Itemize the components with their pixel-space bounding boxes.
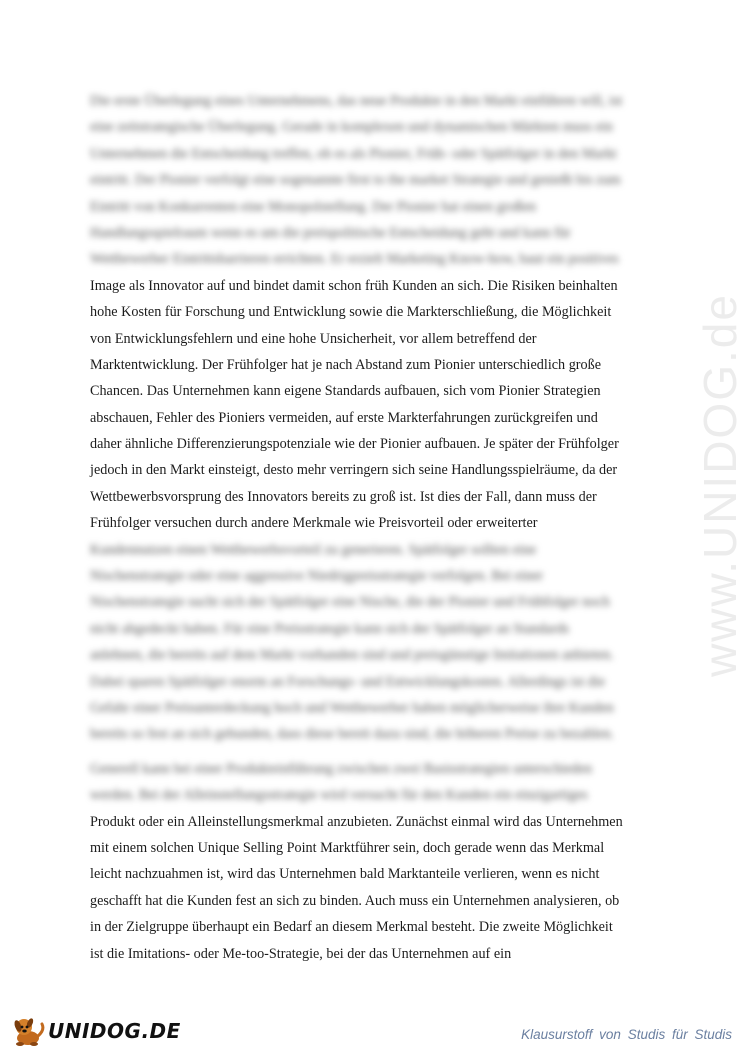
blurred-text-line: eintritt. Der Pionier verfolgt eine sogenannte first to the market Strategie und genießt bis zum xyxy=(90,172,621,189)
blurred-text-line: Dabei sparen Spätfolger enorm an Forschungs- und Entwicklungskosten. Allerdings ist die xyxy=(90,673,605,690)
watermark-text: www.UNIDOG.de xyxy=(694,293,747,677)
text-line: Image als Innovator auf und bindet damit schon früh Kunden an sich. Die Risiken beinhalten xyxy=(90,277,618,294)
blurred-text-line: nicht abgedeckt haben. Für eine Preisstrategie kann sich der Spätfolger an Standards xyxy=(90,620,570,637)
text-line: Frühfolger versuchen durch andere Merkmale wie Preisvorteil oder erweiterter xyxy=(90,515,538,532)
blurred-text-line: anlehnen, die bereits auf dem Markt vorhanden sind und preisgünstige Imitationen anbieten. xyxy=(90,647,614,664)
unidog-logo xyxy=(12,1013,181,1049)
blurred-text-line: Handlungsspielraum wenn es um die preispolitische Entscheidung geht und kann für xyxy=(90,224,571,241)
text-line: daher ähnliche Differenzierungspotenziale wie der Pionier aufbauen. Je später der Frühfolger xyxy=(90,436,619,453)
text-line: jedoch in den Markt einsteigt, desto mehr verringern sich seine Handlungsspielräume, da der xyxy=(90,462,618,479)
page-footer xyxy=(0,1005,750,1059)
document-body xyxy=(90,88,660,967)
text-line: in der Zielgruppe überhaupt ein Bedarf an diesem Merkmal besteht. Die zweite Möglichkeit xyxy=(90,919,613,936)
text-line: abschauen, Fehler des Pioniers vermeiden, auf erste Markterfahrungen zurückgreifen und xyxy=(90,409,598,426)
text-line: ist die Imitations- oder Me-too-Strategie, bei der das Unternehmen auf ein xyxy=(90,945,512,962)
paragraph-gap xyxy=(90,748,660,756)
blurred-text-line: werden. Bei der Alleinstellungsstrategie wird versucht für den Kunden ein einzigartiges xyxy=(90,787,588,804)
footer-tagline: Klausurstoff von Studis für Studis xyxy=(521,1027,732,1042)
blurred-text-line: eine zeitstrategische Überlegung. Gerade in komplexen und dynamischen Märkten muss ein xyxy=(90,119,613,136)
blurred-text-line: Nischenstrategie oder eine aggressive Niedrigpreisstrategie verfolgen. Bei einer xyxy=(90,568,544,585)
blurred-text-line: Eintritt von Konkurrenten eine Monopolstellung. Der Pionier hat einen großen xyxy=(90,198,537,215)
text-line: geschafft hat die Kunden fest an sich zu binden. Auch muss ein Unternehmen analysieren, ob xyxy=(90,892,620,909)
text-line: Chancen. Das Unternehmen kann eigene Standards aufbauen, sich vom Pionier Strategien xyxy=(90,383,601,400)
blurred-text-line: Gefahr einer Preisunterdeckung hoch und Wettbewerber haben möglicherweise ihre Kunden xyxy=(90,699,614,716)
paragraph xyxy=(90,88,660,748)
logo-text: UNIDOG.DE xyxy=(48,1019,181,1043)
text-line: mit einem solchen Unique Selling Point Marktführer sein, doch gerade wenn das Merkmal xyxy=(90,839,605,856)
blurred-text-line: Kundennutzen einen Wettbewerbsvorteil zu generieren. Spätfolger sollten eine xyxy=(90,541,537,558)
text-line: hohe Kosten für Forschung und Entwicklung sowie die Markterschließung, die Möglichkeit xyxy=(90,304,612,321)
text-line: Wettbewerbsvorsprung des Innovators bereits zu groß ist. Ist dies der Fall, dann muss der xyxy=(90,488,597,505)
dog-icon xyxy=(12,1014,46,1048)
blurred-text-line: Generell kann bei einer Produkteinführung zwischen zwei Basisstrategien unterschieden xyxy=(90,760,592,777)
blurred-text-line: Die erste Überlegung eines Unternehmens, das neue Produkte in den Markt einführen will, ist xyxy=(90,93,623,109)
blurred-text-line: Nischenstrategie sucht sich der Spätfolger eine Nische, die der Pionier und Frühfolger noch xyxy=(90,594,610,611)
text-line: Produkt oder ein Alleinstellungsmerkmal anzubieten. Zunächst einmal wird das Unternehmen xyxy=(90,813,623,830)
blurred-text-line: bereits so fest an sich gebunden, dass diese bereit dazu sind, die höheren Preise zu bezahlen. xyxy=(90,726,614,743)
paragraph xyxy=(90,756,660,967)
text-line: von Entwicklungsfehlern und eine hohe Unsicherheit, vor allem betreffend der xyxy=(90,330,537,347)
text-line: Marktentwicklung. Der Frühfolger hat je nach Abstand zum Pionier unterschiedlich große xyxy=(90,356,602,373)
blurred-text-line: Unternehmen die Entscheidung treffen, ob es als Pionier, Früh- oder Spätfolger in den Markt xyxy=(90,145,617,162)
text-line: leicht nachzuahmen ist, wird das Unternehmen bald Marktanteile verlieren, wenn es nicht xyxy=(90,866,600,883)
blurred-text-line: Wettbewerber Eintrittsbarrieren errichten. Er erzielt Marketing Know-how, baut ein positives xyxy=(90,251,619,268)
